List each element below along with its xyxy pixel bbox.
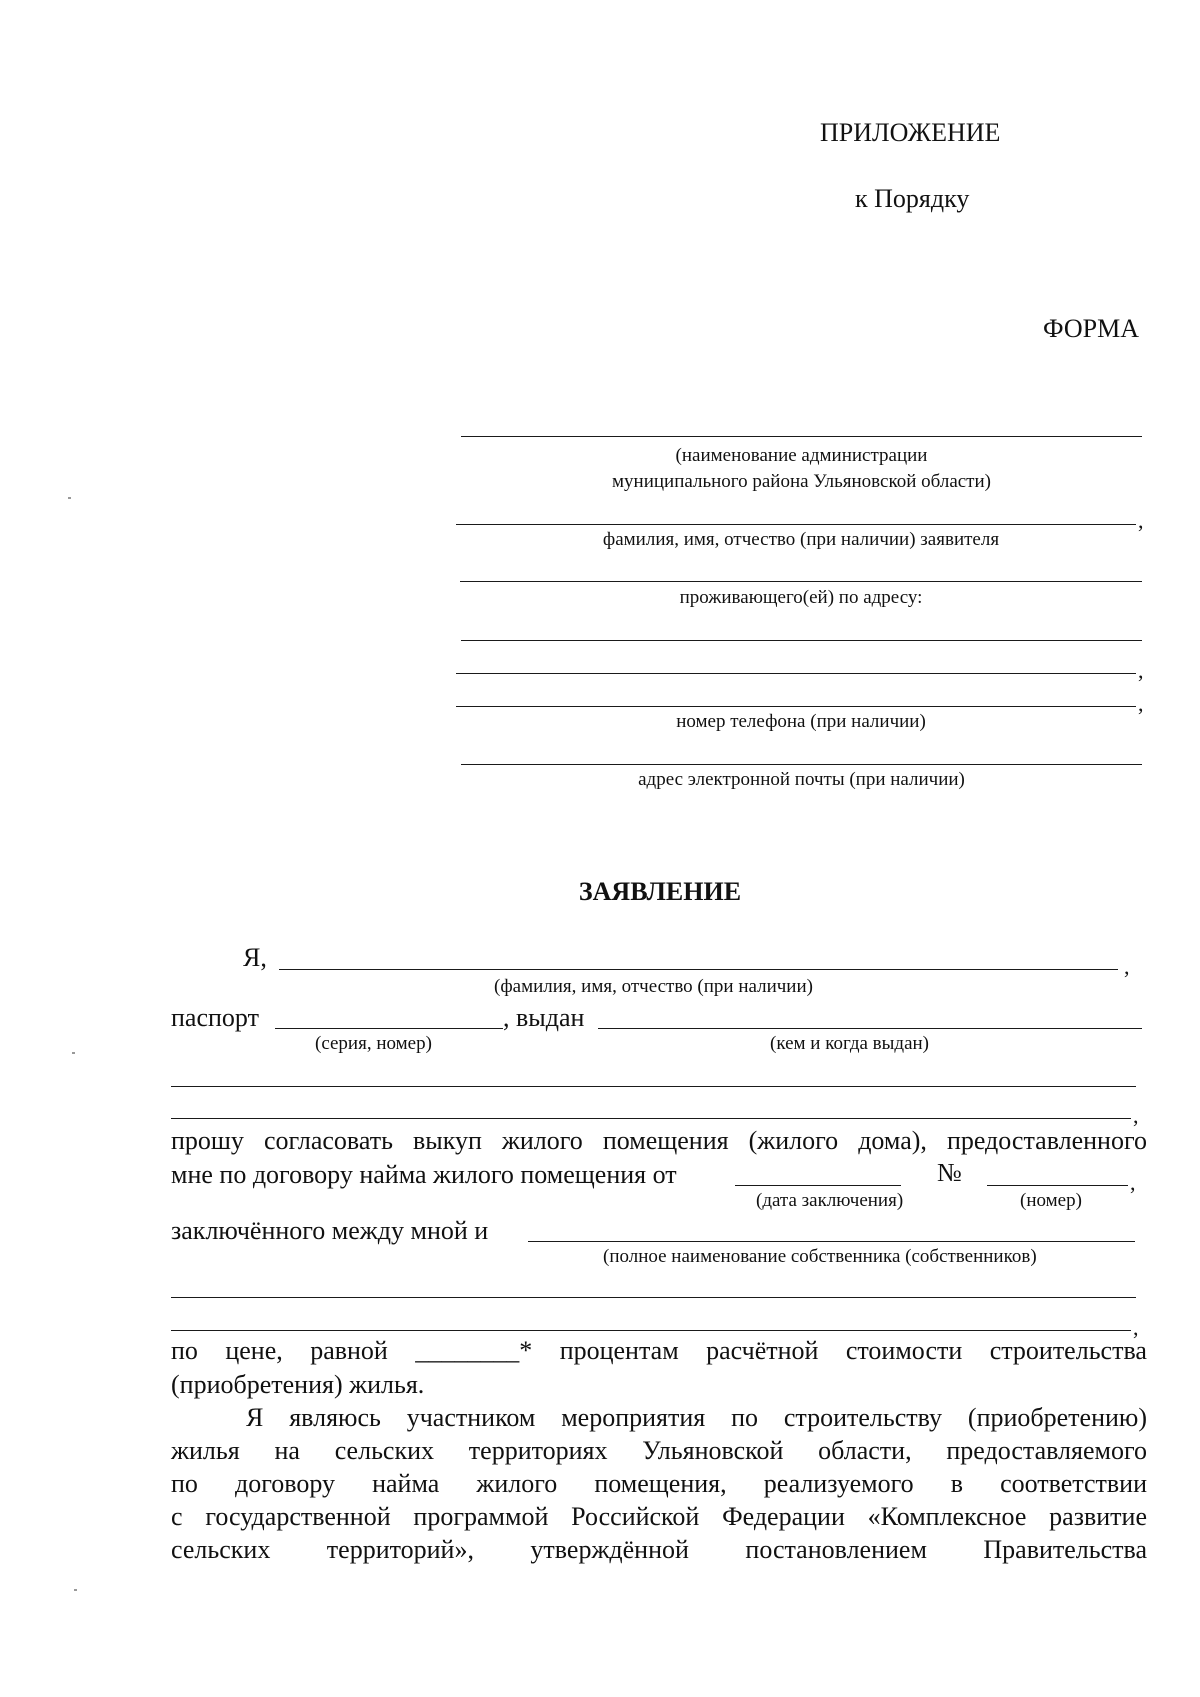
price-word: цене, (225, 1336, 283, 1365)
request-line-2: мне по договору найма жилого помещения от (171, 1160, 677, 1189)
applicant-fio-hint: фамилия, имя, отчество (при наличии) заявителя (602, 529, 1000, 550)
comma: , (1124, 954, 1130, 979)
percent-field[interactable]: ________* (415, 1336, 533, 1365)
statement-fio-field[interactable] (279, 969, 1118, 970)
scan-speck (72, 1052, 75, 1054)
passport-label: паспорт (171, 1003, 259, 1032)
number-sign: № (937, 1158, 962, 1187)
issued-by-field-3[interactable] (171, 1118, 1131, 1119)
admin-hint-line-1: (наименование администрации (675, 445, 928, 466)
owner-field-2[interactable] (171, 1297, 1136, 1298)
scan-speck (68, 497, 71, 499)
admin-hint-line-2: муниципального района Ульяновской области) (612, 471, 991, 492)
comma: , (1133, 1103, 1139, 1128)
paragraph-line-2: жилья на сельских территориях Ульяновской области, предоставляемого (171, 1436, 1147, 1465)
price-word: процентам (559, 1336, 679, 1365)
i-label: Я, (243, 943, 267, 972)
applicant-line-field[interactable] (460, 581, 1142, 582)
price-word: равной (310, 1336, 388, 1365)
applicant-fio-field[interactable] (456, 524, 1136, 525)
concluded-label: заключённого между мной и (171, 1216, 489, 1245)
paragraph-line-5: сельских территорий», утверждённой постановлением Правительства (171, 1535, 1147, 1564)
statement-fio-hint: (фамилия, имя, отчество (при наличии) (494, 976, 813, 997)
email-hint: адрес электронной почты (при наличии) (638, 769, 965, 790)
request-line-1: прошу согласовать выкуп жилого помещения (жилого дома), предоставленного (171, 1126, 1147, 1155)
email-field[interactable] (461, 764, 1142, 765)
owner-field-3[interactable] (171, 1330, 1131, 1331)
comma: , (1138, 658, 1144, 683)
price-line (171, 1336, 1147, 1366)
phone-field[interactable] (456, 706, 1136, 707)
comma: , (1138, 691, 1144, 716)
passport-series-field[interactable] (275, 1028, 503, 1029)
appendix-title: ПРИЛОЖЕНИЕ (820, 118, 1001, 147)
price-word: по (171, 1336, 198, 1365)
issued-by-field-2[interactable] (171, 1086, 1136, 1087)
issued-hint: (кем и когда выдан) (770, 1033, 930, 1054)
comma: , (1138, 508, 1144, 533)
issued-label: , выдан (503, 1003, 585, 1032)
number-hint: (номер) (1020, 1190, 1082, 1211)
issued-by-field[interactable] (598, 1028, 1142, 1029)
owner-field[interactable] (528, 1241, 1135, 1242)
scan-speck (74, 1589, 77, 1591)
price-line-2: (приобретения) жилья. (171, 1370, 425, 1399)
statement-title: ЗАЯВЛЕНИЕ (578, 877, 742, 906)
address-hint: проживающего(ей) по адресу: (679, 587, 923, 608)
paragraph-line-4: с государственной программой Российской Федерации «Комплексное развитие (171, 1502, 1147, 1531)
paragraph-line-1: Я являюсь участником мероприятия по строительству (приобретению) (246, 1403, 1147, 1432)
contract-date-field[interactable] (735, 1185, 901, 1186)
comma: , (1130, 1170, 1136, 1195)
phone-hint: номер телефона (при наличии) (676, 711, 926, 732)
comma: , (1133, 1315, 1139, 1340)
address-field-2[interactable] (456, 673, 1136, 674)
to-order-label: к Порядку (855, 184, 970, 213)
contract-number-field[interactable] (987, 1185, 1128, 1186)
form-label: ФОРМА (1043, 314, 1139, 343)
address-field-1[interactable] (461, 640, 1142, 641)
owner-hint: (полное наименование собственника (собственников) (603, 1246, 1037, 1267)
date-hint: (дата заключения) (756, 1190, 904, 1211)
price-word: строительства (989, 1336, 1147, 1365)
price-word: расчётной (706, 1336, 819, 1365)
price-word: стоимости (845, 1336, 963, 1365)
paragraph-line-3: по договору найма жилого помещения, реализуемого в соответствии (171, 1469, 1147, 1498)
admin-name-field[interactable] (461, 436, 1142, 437)
series-hint: (серия, номер) (315, 1033, 432, 1054)
